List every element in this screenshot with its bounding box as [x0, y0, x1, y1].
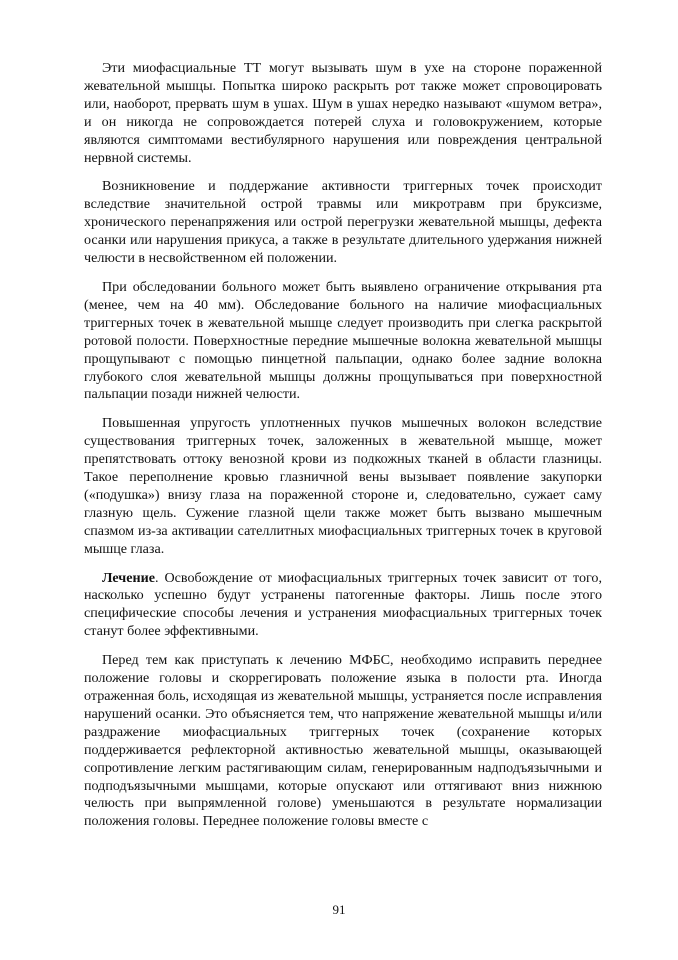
paragraph-1-text: Эти миофасциальные ТТ могут вызывать шум в ухе на стороне пораженной жевательной мышцы. Попытка широко раскрыть рот также может спровоцировать или, наоборот, прервать шум в ушах. Шум в ушах нередко называют «шумом ветра», и он никогда не сопровождается потерей слуха и головокружением, которые являются симптомами вестибулярного нарушения или повреждения центральной нервной системы. — [84, 60, 602, 166]
treatment-heading: Лечение — [102, 569, 156, 586]
paragraph-3 — [84, 279, 602, 404]
paragraph-5 — [84, 570, 602, 642]
paragraph-2 — [84, 178, 602, 268]
paragraph-5-text: . Освобождение от миофасциальных триггерных точек зависит от того, насколько успешно будут устранены патогенные факторы. Лишь после этого специфические способы лечения и устранения миофасциальных триггерных точек станут более эффективными. — [84, 569, 602, 640]
paragraph-6-text: Перед тем как приступать к лечению МФБС, необходимо исправить переднее положение головы и скоррегировать положение языка в полости рта. Иногда отраженная боль, исходящая из жевательной мышцы, устраняется после исправления нарушений осанки. Это объясняется тем, что напряжение жевательной мышцы и/или раздражение миофасциальных триггерных точек (сохранение которых поддерживается рефлекторной активностью жевательной мышцы, оказывающей сопротивление легким растягивающим силам, генерированным надподъязычными и подподъязычными мышцами, которые опускают или оттягивают вниз нижнюю челюсть при выпрямленной голове) уменьшаются в результате нормализации положения головы. Переднее положение головы вместе с — [84, 652, 602, 830]
paragraph-1 — [84, 60, 602, 167]
paragraph-4-text: Повышенная упругость уплотненных пучков мышечных волокон вследствие существования триггерных точек, заложенных в жевательной мышце, может препятствовать оттоку венозной крови из подкожных тканей в области глазницы. Такое переполнение кровью глазничной вены вызывает появление закупорки («подушка») внизу глаза на пораженной стороне и, следовательно, сужает саму глазную щель. Сужение глазной щели также может быть вызвано мышечным спазмом из-за активации сателлитных миофасциальных триггерных точек в круговой мышце глаза. — [84, 415, 602, 557]
paragraph-2-text: Возникновение и поддержание активности триггерных точек происходит вследствие значительной острой травмы или микротравм при бруксизме, хронического перенапряжения или острой перегрузки жевательной мышцы, дефекта осанки или нарушения прикуса, а также в результате длительного удержания нижней челюсти в несвойственном ей положении. — [84, 178, 602, 267]
paragraph-6 — [84, 652, 602, 831]
paragraph-4 — [84, 415, 602, 558]
body-text — [84, 60, 602, 831]
page-number: 91 — [332, 902, 346, 917]
paragraph-3-text: При обследовании больного может быть выявлено ограничение открывания рта (менее, чем на 40 мм). Обследование больного на наличие миофасциальных триггерных точек в жевательной мышце следует производить при слегка раскрытой ротовой полости. Поверхностные передние мышечные волокна жевательной мышцы прощупывают с помощью пинцетной пальпации, однако более задние волокна глубокого слоя жевательной мышцы должны прощупываться при поверхностной пальпации позади нижней челюсти. — [84, 278, 602, 403]
